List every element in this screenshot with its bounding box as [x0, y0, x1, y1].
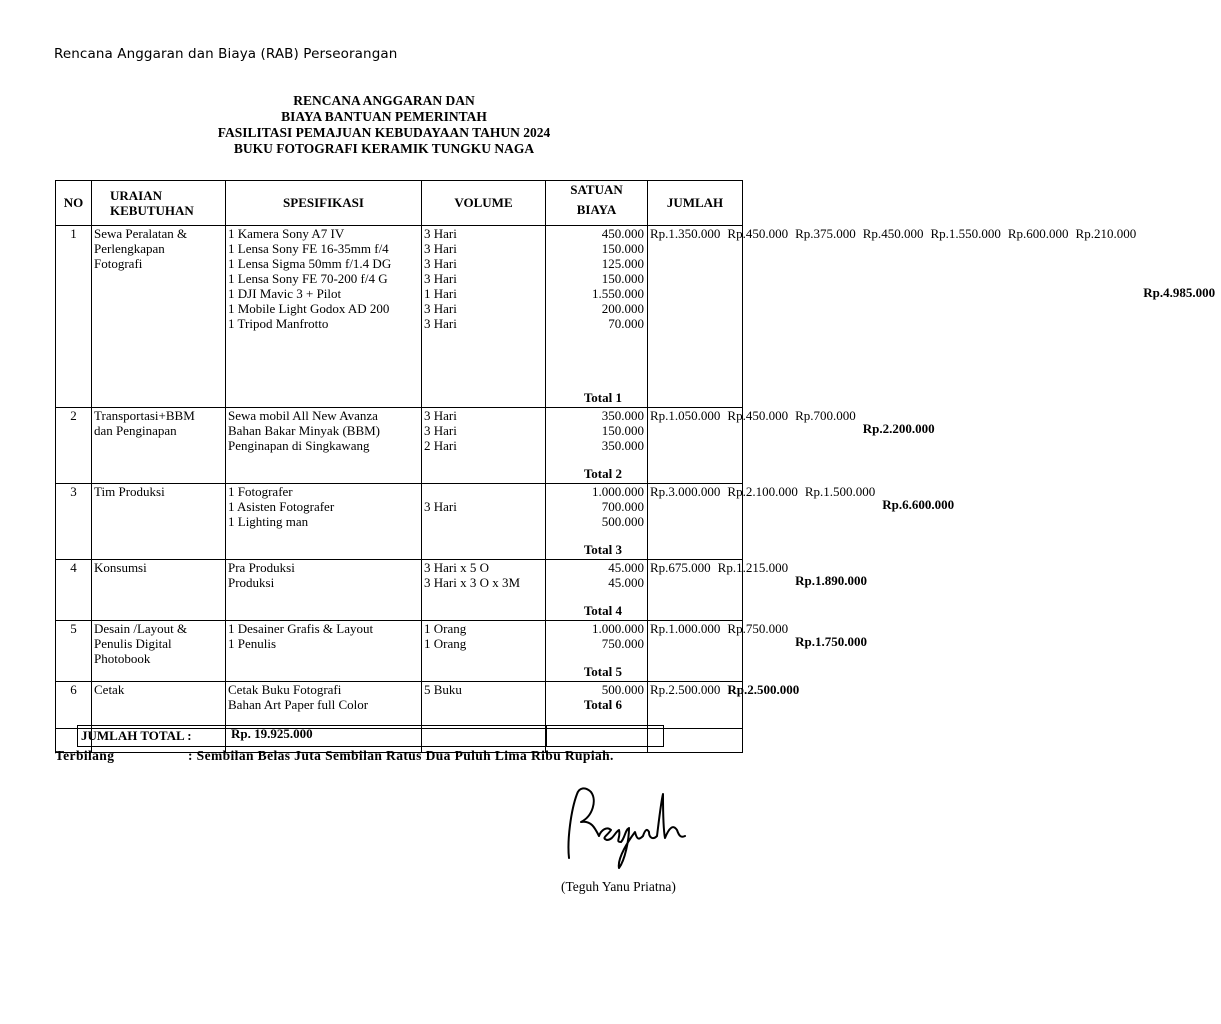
- spesifikasi-line: 1 Desainer Grafis & Layout: [228, 621, 374, 636]
- currency-label: Rp.: [650, 621, 669, 636]
- cell-volume: [422, 484, 546, 560]
- currency-label: Rp.: [862, 421, 883, 436]
- row-number: 1: [70, 226, 77, 241]
- cell-no: [56, 560, 92, 621]
- jumlah-line: [649, 226, 726, 241]
- cell-spesifikasi: [226, 226, 422, 408]
- satuan-line: 500.000: [601, 682, 644, 697]
- uraian-line: dan Penginapan: [94, 423, 177, 438]
- uraian-line: Cetak: [94, 682, 125, 697]
- satuan-line: 1.000.000: [592, 621, 644, 636]
- jumlah-line: [649, 408, 726, 423]
- satuan-line: 450.000: [601, 226, 644, 241]
- currency-label: Rp.: [1075, 226, 1094, 241]
- cell-spesifikasi: [226, 560, 422, 621]
- cell-uraian: [92, 408, 226, 484]
- jumlah-value: 2.100.000: [745, 484, 798, 499]
- satuan-line: 125.000: [601, 256, 644, 271]
- header-no: NO: [56, 181, 92, 226]
- satuan-line: 200.000: [601, 301, 644, 316]
- document-title: [0, 93, 768, 157]
- jumlah-value: 2.500.000: [668, 682, 721, 697]
- cell-volume: [422, 560, 546, 621]
- cell-no: [56, 682, 92, 729]
- spesifikasi-line: 1 DJI Mavic 3 + Pilot: [228, 286, 342, 301]
- satuan-line: 150.000: [601, 271, 644, 286]
- volume-line: 3 Hari x 5 O: [424, 560, 489, 575]
- title-line: BUKU FOTOGRAFI KERAMIK TUNGKU NAGA: [233, 141, 535, 156]
- jumlah-value: 450.000: [881, 226, 924, 241]
- volume-line: 3 Hari: [424, 271, 457, 286]
- uraian-line: Desain /Layout &: [94, 621, 188, 636]
- jumlah-line: [726, 408, 794, 423]
- cell-jumlah: [648, 408, 935, 484]
- subtotal-label: Total 5: [583, 664, 622, 679]
- volume-line: 5 Buku: [424, 682, 462, 697]
- currency-label: Rp.: [717, 560, 737, 575]
- volume-line: 1 Hari: [424, 286, 457, 301]
- cell-volume: [422, 682, 546, 729]
- jumlah-value: 1.550.000: [948, 226, 1001, 241]
- cell-spesifikasi: [226, 621, 422, 682]
- jumlah-value: 1.350.000: [668, 226, 721, 241]
- uraian-line: Sewa Peralatan &: [94, 226, 188, 241]
- currency-label: Rp.: [650, 560, 669, 575]
- row-number: 4: [70, 560, 77, 575]
- spesifikasi-line: Bahan Art Paper full Color: [228, 697, 369, 712]
- cell-spesifikasi: [226, 484, 422, 560]
- volume-line: 3 Hari: [424, 256, 457, 271]
- spesifikasi-line: Sewa mobil All New Avanza: [228, 408, 378, 423]
- spesifikasi-line: 1 Mobile Light Godox AD 200: [228, 301, 390, 316]
- cell-jumlah: [648, 226, 1216, 408]
- subtotal-line: [794, 634, 873, 649]
- cell-jumlah: [648, 682, 800, 729]
- row-number: 6: [70, 682, 77, 697]
- grand-total-value: Rp. 19.925.000: [231, 726, 547, 746]
- subtotal-line: [794, 573, 873, 588]
- jumlah-line: [862, 226, 930, 241]
- satuan-line: 350.000: [601, 438, 644, 453]
- uraian-line: Transportasi+BBM: [94, 408, 195, 423]
- jumlah-value: 750.000: [745, 621, 789, 636]
- currency-label: Rp.: [804, 484, 824, 499]
- volume-line: 3 Hari: [424, 499, 457, 514]
- header-satuan-line1: SATUAN: [570, 182, 623, 197]
- jumlah-value: 675.000: [668, 560, 711, 575]
- document-subtitle: Rencana Anggaran dan Biaya (RAB) Perseorangan: [54, 46, 398, 62]
- cell-volume: [422, 408, 546, 484]
- satuan-line: 45.000: [608, 560, 644, 575]
- jumlah-line: [794, 408, 862, 423]
- currency-label: Rp.: [930, 226, 949, 241]
- satuan-line: 700.000: [601, 499, 644, 514]
- currency-label: Rp.: [727, 682, 748, 697]
- subtotal-value: 1.750.000: [814, 634, 867, 649]
- uraian-line: Konsumsi: [94, 560, 147, 575]
- handwritten-signature: [555, 780, 695, 875]
- subtotal-value: 2.500.000: [747, 682, 800, 697]
- cell-volume: [422, 621, 546, 682]
- jumlah-value: 375.000: [813, 226, 856, 241]
- budget-table-body: [56, 226, 1216, 753]
- jumlah-line: [726, 484, 803, 499]
- terbilang-line: [55, 748, 614, 764]
- volume-line: 3 Hari: [424, 301, 457, 316]
- spesifikasi-line: 1 Lensa Sony FE 16-35mm f/4: [228, 241, 389, 256]
- volume-line: [424, 484, 545, 499]
- row-number: 2: [70, 408, 77, 423]
- subtotal-value: 2.200.000: [882, 421, 935, 436]
- subtotal-label: Total 6: [583, 697, 622, 712]
- cell-uraian: [92, 621, 226, 682]
- jumlah-line: [794, 226, 862, 241]
- spesifikasi-line: Cetak Buku Fotografi: [228, 682, 342, 697]
- jumlah-line: [1075, 226, 1143, 241]
- header-uraian: [92, 181, 226, 226]
- currency-label: Rp.: [1007, 226, 1027, 241]
- jumlah-line: [649, 560, 717, 575]
- subtotal-line: [726, 682, 805, 697]
- title-line: BIAYA BANTUAN PEMERINTAH: [281, 109, 487, 124]
- cell-no: [56, 226, 92, 408]
- budget-table: [55, 180, 1216, 753]
- jumlah-value: 450.000: [745, 408, 789, 423]
- header-satuan-line2: BIAYA: [576, 202, 617, 217]
- jumlah-line: [649, 621, 726, 636]
- spesifikasi-line: 1 Tripod Manfrotto: [228, 316, 329, 331]
- currency-label: Rp.: [795, 573, 815, 588]
- table-header-row: [56, 181, 743, 226]
- cell-uraian: [92, 484, 226, 560]
- currency-label: Rp.: [650, 408, 669, 423]
- cell-no: [56, 621, 92, 682]
- uraian-line: Perlengkapan: [94, 241, 165, 256]
- volume-line: 1 Orang: [424, 636, 467, 651]
- currency-label: Rp.: [650, 226, 669, 241]
- cell-jumlah: [648, 560, 867, 621]
- volume-line: 2 Hari: [424, 438, 457, 453]
- header-satuan-biaya: [546, 181, 648, 226]
- cell-uraian: [92, 682, 226, 729]
- jumlah-line: [649, 682, 726, 697]
- subtotal-label: Total 4: [583, 603, 622, 618]
- jumlah-value: 1.000.000: [668, 621, 721, 636]
- uraian-line: Photobook: [94, 651, 151, 666]
- row-number: 5: [70, 621, 77, 636]
- spesifikasi-line: 1 Lighting man: [228, 514, 309, 529]
- signer-name: (Teguh Yanu Priatna): [561, 879, 676, 894]
- header-volume: VOLUME: [422, 181, 546, 226]
- currency-label: Rp.: [727, 226, 746, 241]
- subtotal-label: Total 2: [583, 466, 622, 481]
- cell-satuan-biaya: [546, 484, 648, 560]
- terbilang-label: Terbilang: [55, 748, 115, 763]
- header-uraian-text: URAIAN KEBUTUHAN: [110, 188, 194, 218]
- jumlah-line: [804, 484, 881, 499]
- currency-label: Rp.: [882, 497, 903, 512]
- cell-uraian: [92, 226, 226, 408]
- uraian-line: Penulis Digital: [94, 636, 172, 651]
- table-row: [56, 408, 743, 484]
- satuan-line: 1.000.000: [592, 484, 644, 499]
- jumlah-line: [717, 560, 794, 575]
- satuan-line: 1.550.000: [592, 286, 644, 301]
- subtotal-value: 4.985.000: [1163, 285, 1216, 300]
- jumlah-value: 1.500.000: [823, 484, 876, 499]
- volume-line: [424, 514, 545, 529]
- row-number: 3: [70, 484, 77, 499]
- volume-line: 3 Hari: [424, 316, 457, 331]
- cell-no: [56, 484, 92, 560]
- subtotal-value: 6.600.000: [902, 497, 955, 512]
- cell-satuan-biaya: [546, 621, 648, 682]
- volume-line: 3 Hari: [424, 423, 457, 438]
- satuan-line: 750.000: [601, 636, 644, 651]
- jumlah-line: [929, 226, 1006, 241]
- satuan-line: 150.000: [601, 241, 644, 256]
- cell-satuan-biaya: [546, 408, 648, 484]
- cell-jumlah: [648, 484, 955, 560]
- currency-label: Rp.: [795, 634, 815, 649]
- spesifikasi-line: 1 Penulis: [228, 636, 277, 651]
- jumlah-value: 210.000: [1093, 226, 1137, 241]
- jumlah-value: 700.000: [813, 408, 856, 423]
- cell-volume: [422, 226, 546, 408]
- satuan-line: 350.000: [601, 408, 644, 423]
- volume-line: 3 Hari: [424, 226, 457, 241]
- volume-line: 1 Orang: [424, 621, 467, 636]
- cell-spesifikasi: [226, 682, 422, 729]
- terbilang-value: : Sembilan Belas Juta Sembilan Ratus Dua Puluh Lima Ribu Rupiah.: [188, 748, 614, 763]
- satuan-line: 70.000: [608, 316, 644, 331]
- table-row: [56, 484, 743, 560]
- spesifikasi-line: Produksi: [228, 575, 275, 590]
- jumlah-line: [649, 484, 726, 499]
- satuan-line: 150.000: [601, 423, 644, 438]
- cell-no: [56, 408, 92, 484]
- currency-label: Rp.: [795, 226, 814, 241]
- subtotal-line: [1142, 285, 1221, 300]
- title-line: FASILITASI PEMAJUAN KEBUDAYAAN TAHUN 2024: [217, 125, 551, 140]
- satuan-line: 45.000: [608, 575, 644, 590]
- volume-line: 3 Hari: [424, 241, 457, 256]
- table-row: [56, 226, 743, 408]
- currency-label: Rp.: [727, 408, 746, 423]
- spesifikasi-line: 1 Fotografer: [228, 484, 293, 499]
- subtotal-label: Total 1: [583, 390, 622, 405]
- jumlah-line: [1007, 226, 1075, 241]
- grand-total-box: [77, 725, 664, 747]
- subtotal-value: 1.890.000: [814, 573, 867, 588]
- spesifikasi-line: 1 Kamera Sony A7 IV: [228, 226, 345, 241]
- cell-satuan-biaya: [546, 226, 648, 408]
- cell-satuan-biaya: [546, 682, 648, 729]
- spesifikasi-line: Bahan Bakar Minyak (BBM): [228, 423, 381, 438]
- cell-jumlah: [648, 621, 867, 682]
- uraian-line: Tim Produksi: [94, 484, 165, 499]
- table-row: [56, 682, 743, 729]
- jumlah-value: 600.000: [1026, 226, 1069, 241]
- spesifikasi-line: Penginapan di Singkawang: [228, 438, 370, 453]
- jumlah-line: [726, 226, 794, 241]
- subtotal-label: Total 3: [583, 542, 622, 557]
- jumlah-value: 450.000: [745, 226, 789, 241]
- jumlah-value: 1.050.000: [668, 408, 721, 423]
- jumlah-value: 1.215.000: [736, 560, 789, 575]
- currency-label: Rp.: [795, 408, 814, 423]
- currency-label: Rp.: [1143, 285, 1164, 300]
- spesifikasi-line: 1 Lensa Sony FE 70-200 f/4 G: [228, 271, 388, 286]
- spesifikasi-line: 1 Asisten Fotografer: [228, 499, 335, 514]
- currency-label: Rp.: [650, 484, 669, 499]
- table-row: [56, 621, 743, 682]
- uraian-line: Fotografi: [94, 256, 143, 271]
- cell-uraian: [92, 560, 226, 621]
- cell-spesifikasi: [226, 408, 422, 484]
- jumlah-value: 3.000.000: [668, 484, 721, 499]
- volume-line: 3 Hari: [424, 408, 457, 423]
- header-jumlah: JUMLAH: [648, 181, 743, 226]
- currency-label: Rp.: [727, 484, 746, 499]
- currency-label: Rp.: [727, 621, 746, 636]
- header-spesifikasi: SPESIFIKASI: [226, 181, 422, 226]
- satuan-line: 500.000: [601, 514, 644, 529]
- spesifikasi-line: Pra Produksi: [228, 560, 295, 575]
- jumlah-line: [726, 621, 794, 636]
- currency-label: Rp.: [862, 226, 882, 241]
- volume-line: 3 Hari x 3 O x 3M: [424, 575, 521, 590]
- subtotal-line: [881, 497, 960, 512]
- table-row: [56, 560, 743, 621]
- subtotal-line: [862, 421, 941, 436]
- cell-satuan-biaya: [546, 560, 648, 621]
- spesifikasi-line: 1 Lensa Sigma 50mm f/1.4 DG: [228, 256, 392, 271]
- currency-label: Rp.: [650, 682, 669, 697]
- title-line: RENCANA ANGGARAN DAN: [293, 93, 475, 108]
- grand-total-label: JUMLAH TOTAL :: [81, 728, 192, 743]
